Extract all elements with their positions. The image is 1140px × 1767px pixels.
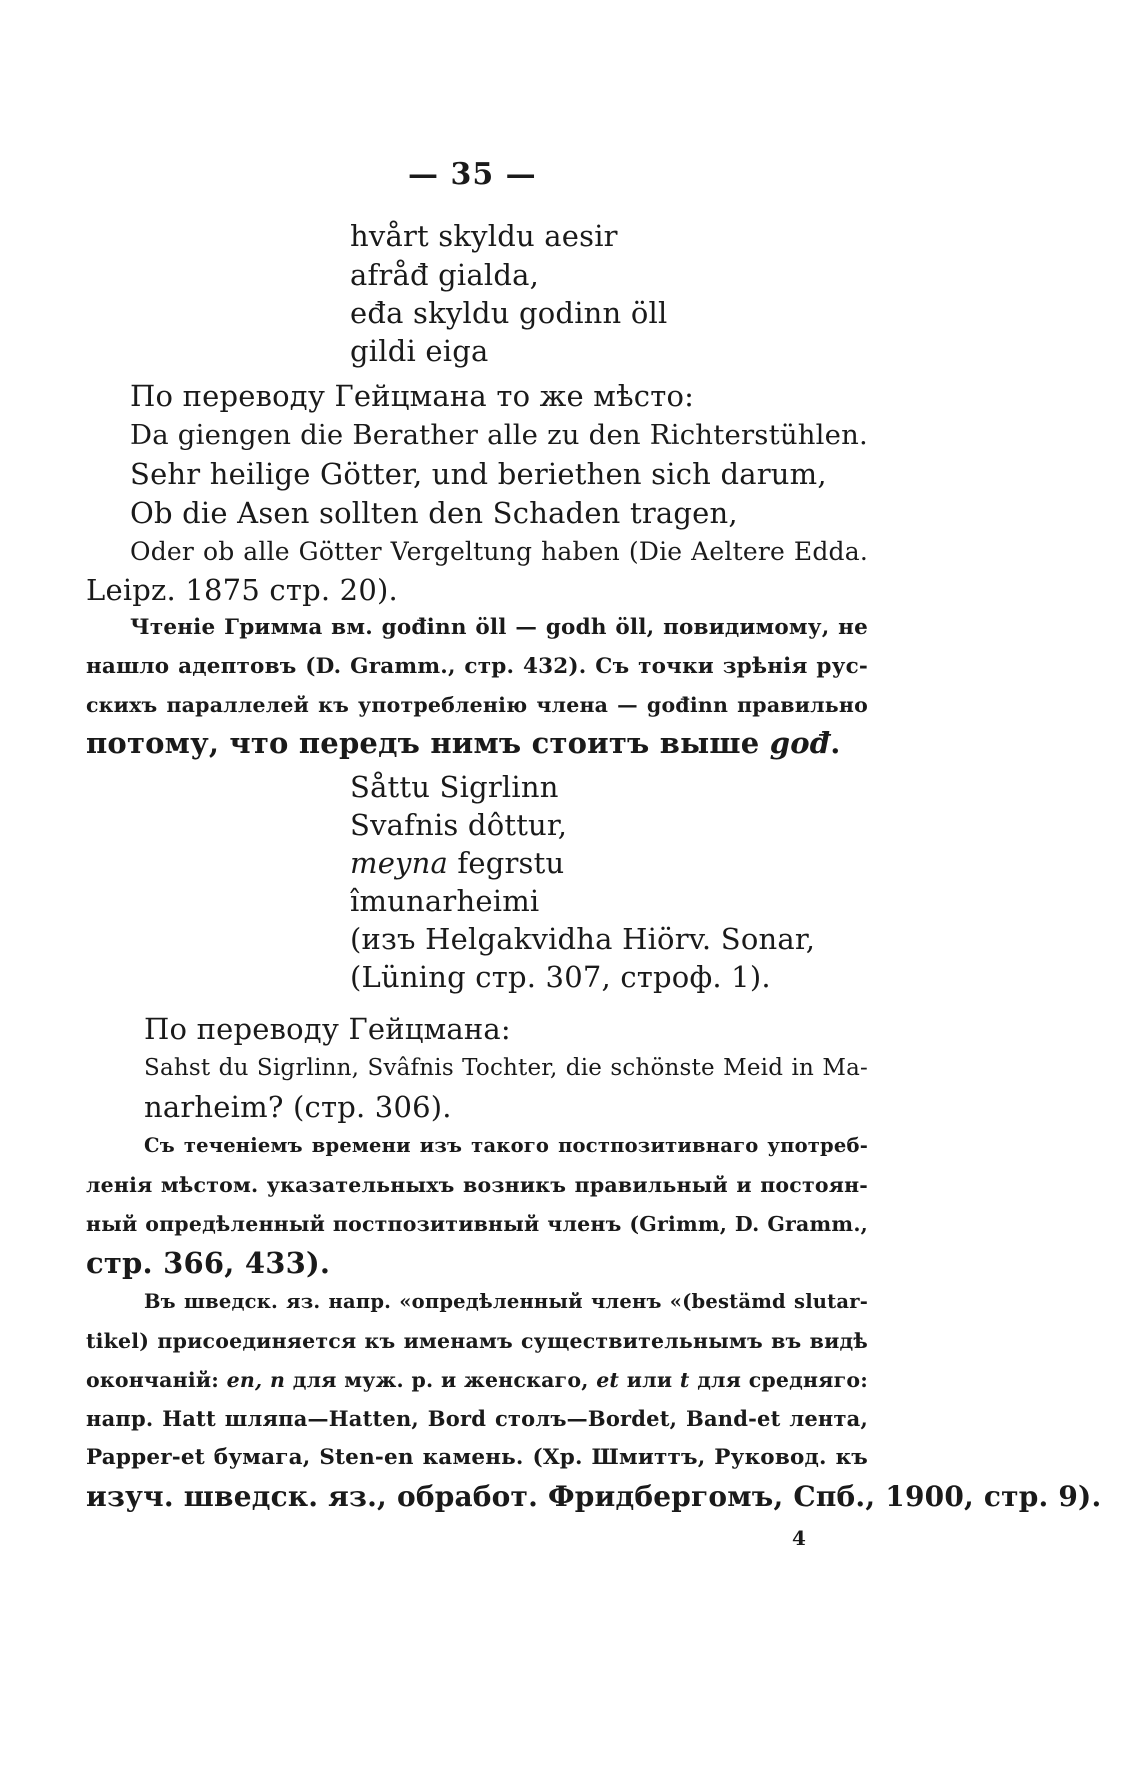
verse1-line-4: gildi eiga (350, 334, 489, 368)
p2-line-2: нашло адептовъ (D. Gramm., стр. 432). Съ точки зрѣнія рус- (86, 654, 868, 679)
verse2-line-1: Såttu Sigrlinn (350, 770, 559, 804)
verse2-line-2: Svafnis dôttur, (350, 808, 568, 842)
p5-line-3-italic-2: et (596, 1368, 620, 1392)
verse1-line-3: eđa skyldu godinn öll (350, 296, 668, 330)
p5-line-6: изуч. шведск. яз., обработ. Фридбергомъ, Спб., 1900, стр. 9). (86, 1480, 1102, 1513)
p5-line-3-italic-3: t (679, 1368, 690, 1392)
page-number: — 35 — (408, 157, 537, 192)
p5-line-2: tikel) присоединяется къ именамъ существительнымъ въ видѣ (86, 1329, 868, 1353)
p5-line-3-c: или (619, 1368, 680, 1392)
verse2-line-5: (изъ Helgakvidha Hiörv. Sonar, (350, 922, 816, 956)
p5-line-5: Papper-et бумага, Sten-en камень. (Хр. Шмиттъ, Руковод. къ (86, 1445, 868, 1470)
p3-line-1: По переводу Гейцмана: (144, 1012, 511, 1046)
p5-line-3 (86, 1363, 868, 1397)
p4-line-1: Съ теченіемъ времени изъ такого постпозитивнаго употреб- (144, 1134, 868, 1157)
p5-line-3-d: для средняго: (689, 1368, 868, 1392)
verse2-line-3-italic: meyna (350, 846, 449, 880)
p2-line-4 (86, 726, 841, 760)
p1-line-5: Oder ob alle Götter Vergeltung haben (Die Aeltere Edda. (130, 537, 868, 566)
p2-line-4-end: . (830, 726, 841, 760)
p2-line-4-italic: gođ (769, 726, 831, 760)
verse2-line-3 (350, 846, 564, 880)
p4-line-4: стр. 366, 433). (86, 1246, 331, 1280)
p5-line-3-a: окончаній: (86, 1368, 227, 1392)
verse2-line-4: îmunarheimi (350, 884, 540, 918)
p2-line-3: скихъ параллелей къ употребленію члена — gođinn правильно (86, 693, 868, 717)
verse2-line-3-text: fegrstu (448, 846, 565, 880)
p3-line-3: narheim? (стр. 306). (144, 1090, 452, 1124)
p5-line-3-b: для муж. р. и женскаго, (285, 1368, 597, 1392)
p5-line-3-italic-1: en, n (226, 1368, 286, 1392)
p5-line-4: напр. Hatt шляпа—Hatten, Bord столъ—Bordet, Band-et лента, (86, 1406, 868, 1431)
p1-line-2: Da giengen die Berather alle zu den Richterstühlen. (130, 419, 868, 451)
p2-line-1: Чтеніе Гримма вм. gođinn öll — godh öll, повидимому, не (130, 615, 869, 640)
p2-line-4-text: потому, что передъ нимъ стоитъ выше (86, 726, 770, 760)
verse1-line-2: afråđ gialda, (350, 258, 540, 292)
p1-line-3: Sehr heilige Götter, und beriethen sich darum, (130, 457, 827, 491)
p1-line-6: Leipz. 1875 стр. 20). (86, 573, 398, 607)
p1-line-1: По переводу Гейцмана то же мѣсто: (130, 379, 695, 413)
verse1-line-1: hvårt skyldu aesir (350, 219, 618, 253)
verse2-line-6: (Lüning стр. 307, строф. 1). (350, 960, 771, 994)
p5-line-1: Въ шведск. яз. напр. «опредѣленный членъ «(bestämd slutar- (144, 1290, 868, 1313)
p1-line-4: Ob die Asen sollten den Schaden tragen, (130, 496, 738, 530)
signature-mark: 4 (792, 1526, 807, 1550)
p4-line-2: ленія мѣстом. указательныхъ возникъ правильный и постоян- (86, 1173, 868, 1197)
p3-line-2: Sahst du Sigrlinn, Svâfnis Tochter, die schönste Meid in Ma- (144, 1055, 868, 1081)
p4-line-3: ный опредѣленный постпозитивный членъ (Grimm, D. Gramm., (86, 1212, 868, 1236)
